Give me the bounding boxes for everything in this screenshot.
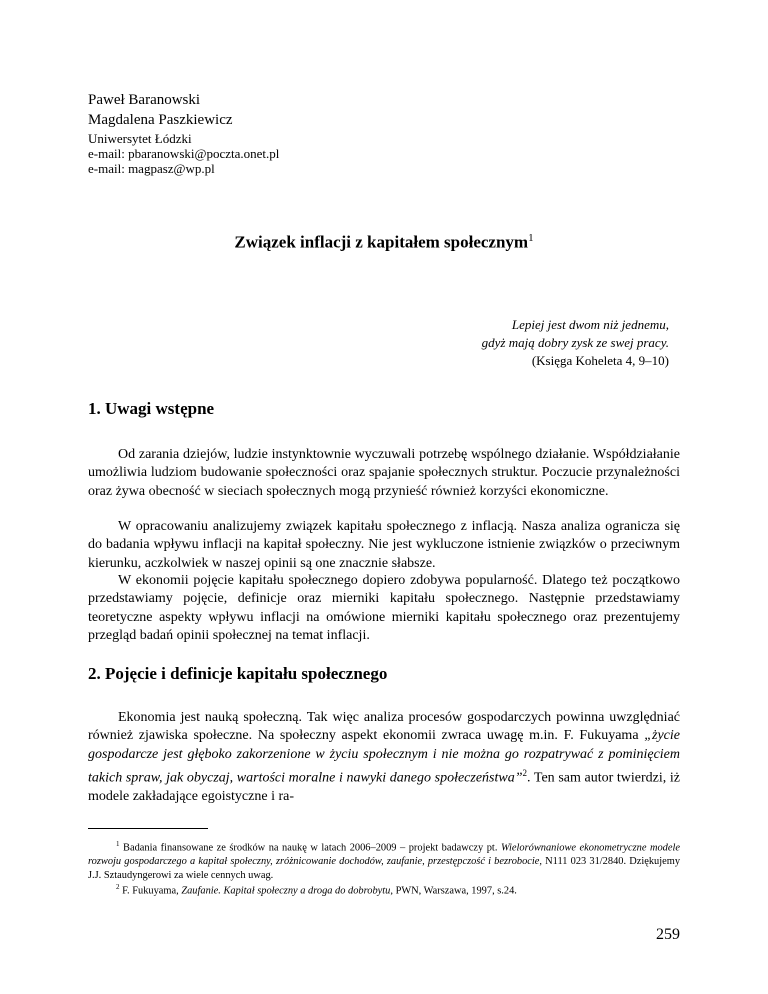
author-name: Paweł Baranowski xyxy=(88,92,201,108)
paragraph xyxy=(88,709,680,807)
footnote-number: 1 xyxy=(116,840,120,848)
footnote-separator xyxy=(88,828,208,829)
footnote xyxy=(88,880,680,898)
section-heading: 2. Pojęcie i definicje kapitału społecznego xyxy=(88,664,388,683)
footnote-title: Zaufanie. Kapitał społeczny a droga do dobrobytu xyxy=(181,885,391,897)
motto-line: Lepiej jest dwom niż jednemu, xyxy=(511,317,669,332)
footnote-text: , PWN, Warszawa, 1997, s.24. xyxy=(390,885,517,897)
footnote-text: Badania finansowane ze środków na naukę w latach 2006–2009 – projekt badawczy pt. xyxy=(123,842,501,854)
title-text: Związek inflacji z kapitałem społecznym xyxy=(234,232,529,252)
author-name: Magdalena Paszkiewicz xyxy=(88,112,233,128)
page-number: 259 xyxy=(656,926,680,943)
paragraph-text: Ekonomia jest nauką społeczną. Tak więc analiza procesów gospodarczych powinna uwzględniać również zjawiska społeczne. Na społeczny aspekt ekonomii zwraca uwagę m.in. F. Fukuyama xyxy=(88,710,680,744)
affiliation: Uniwersytet Łódzki xyxy=(88,131,192,146)
motto-line: gdyż mają dobry zysk ze swej pracy. xyxy=(481,335,669,350)
paragraph-text: . Ten sam autor twierdzi, iż modele zakładające egoistyczne i ra- xyxy=(88,770,681,805)
paragraph: W ekonomii pojęcie kapitału społecznego dopiero zdobywa popularność. Dlatego też początkowo przedstawiamy pojęcie, definicje oraz mierniki kapitału społecznego. Następnie przedstawiamy teoretyczne aspekty wpływu inflacji na omówione mierniki kapitału społecznego oraz prezentujemy przegląd badań opinii społecznej na temat inflacji. xyxy=(88,573,680,644)
quotation: „życie gospodarcze jest głęboko zakorzenione w życiu społecznym i nie można go rozpatrywać z pominięciem takich spraw, jak obyczaj, wartości moralne i nawyki danego społeczeństwa” xyxy=(88,728,680,786)
paper-title xyxy=(0,232,768,253)
author-email[interactable]: e-mail: magpasz@wp.pl xyxy=(88,161,215,176)
footnote-text: N111 023 31/2840. Dziękujemy J.J. Sztaudyngerowi za wiele cennych uwag. xyxy=(88,856,681,882)
footnote-title: Wielorównaniowe ekonometryczne modele rozwoju gospodarczego a kapitał społeczny, zróżnicowanie dochodów, zaufanie, przestępczość i bezrobocie, xyxy=(88,842,680,868)
motto-source: (Księga Koheleta 4, 9–10) xyxy=(531,353,669,368)
footnote-text: F. Fukuyama, xyxy=(122,885,182,897)
paragraph: W opracowaniu analizujemy związek kapitału społecznego z inflacją. Nasza analiza ogranicza się do badania wpływu inflacji na kapitał społeczny. Nie jest wykluczone istnienie związków o przeciwnym kierunku, aczkolwiek w naszej opinii są one znacznie słabsze. xyxy=(88,519,680,571)
author-email[interactable]: e-mail: pbaranowski@poczta.onet.pl xyxy=(88,146,280,161)
section-heading: 1. Uwagi wstępne xyxy=(88,399,215,418)
paragraph: Od zarania dziejów, ludzie instynktownie wyczuwali potrzebę wspólnego działanie. Współdziałanie umożliwia ludziom budowanie społeczności oraz spajanie społecznych struktur. Poczucie przynależności oraz żywa obecność w sieciach społecznych mogą przynieść również korzyści ekonomiczne. xyxy=(88,447,680,499)
footnote xyxy=(88,837,680,883)
footnote-number: 2 xyxy=(116,883,120,891)
title-footnote-mark[interactable]: 1 xyxy=(528,232,534,244)
footnote-mark[interactable]: 2 xyxy=(522,768,528,779)
